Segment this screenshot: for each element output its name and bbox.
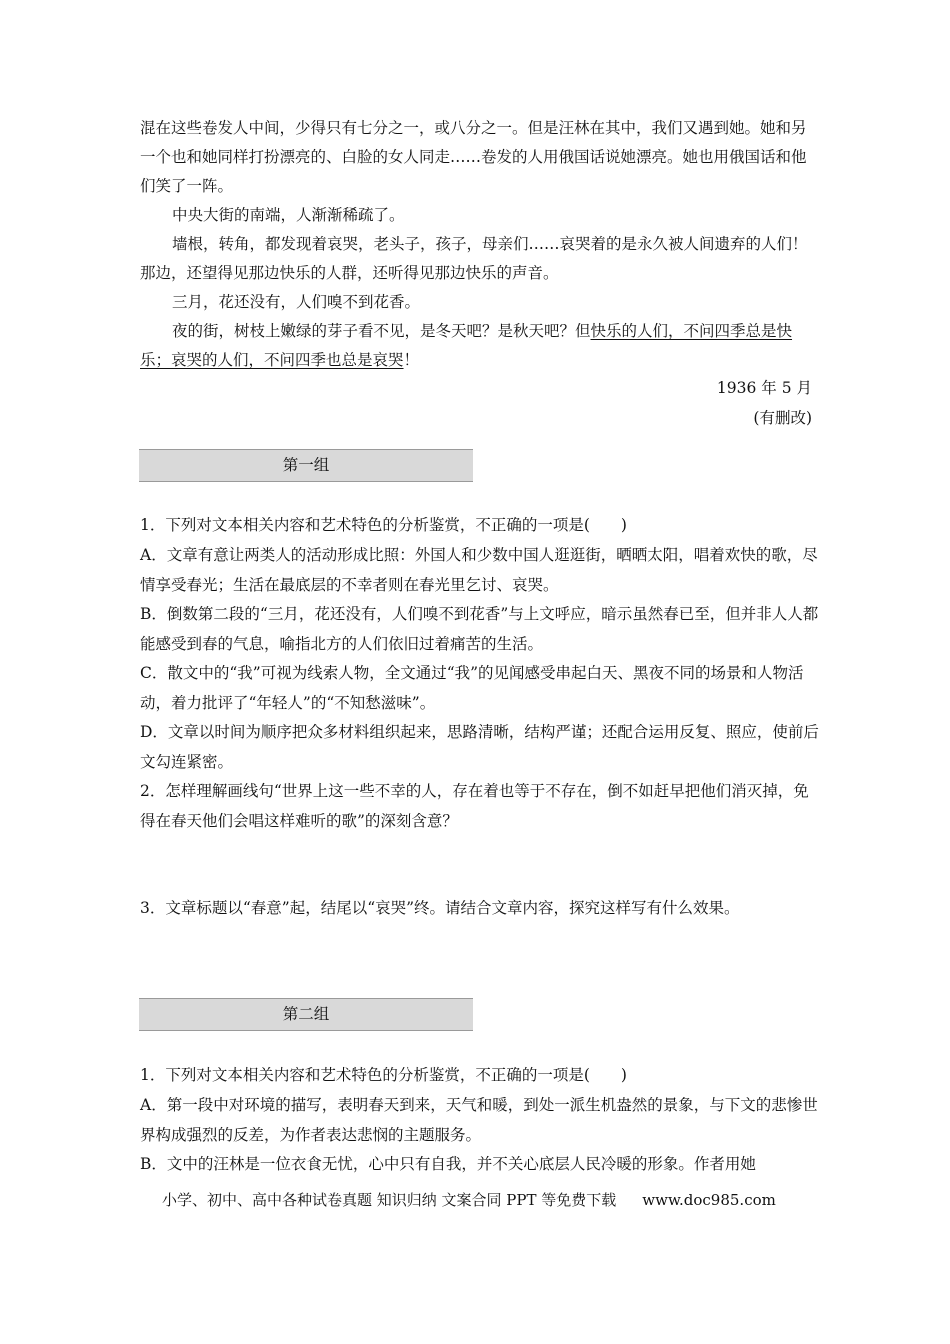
g2-option-b: B．文中的汪林是一位衣食无忧，心中只有自我，并不关心底层人民冷暖的形象。作者用她 <box>140 1155 756 1173</box>
g1-question-2: 2．怎样理解画线句“世界上这一些不幸的人，存在着也等于不存在，倒不如赶早把他们消灭掉，免得在春天他们会唱这样难听的歌”的深刻含意？ <box>140 782 809 830</box>
g1-question-1: 1．下列对文本相关内容和艺术特色的分析鉴赏，不正确的一项是( ) <box>140 516 627 534</box>
g2-question-1: 1．下列对文本相关内容和艺术特色的分析鉴赏，不正确的一项是( ) <box>140 1066 627 1084</box>
footer <box>162 1189 776 1210</box>
g1-option-a: A．文章有意让两类人的活动形成比照：外国人和少数中国人逛逛街，晒晒太阳，唱着欢快的歌，尽情享受春光；生活在最底层的不幸者则在春光里乞讨、哀哭。 <box>140 546 818 594</box>
article-note: (有删改) <box>753 409 812 427</box>
footer-site-link[interactable]: www.doc985.com <box>642 1191 776 1209</box>
paragraph-5-end: ！ <box>403 351 420 369</box>
group-1-heading: 第一组 <box>139 449 473 482</box>
paragraph-5-text: 夜的街，树枝上嫩绿的芽子看不见，是冬天吧？是秋天吧？但 <box>172 322 591 340</box>
article-paragraph-2: 中央大街的南端，人渐渐稀疏了。 <box>172 206 405 224</box>
g1-option-d: D．文章以时间为顺序把众多材料组织起来，思路清晰，结构严谨；还配合运用反复、照应，使前后文勾连紧密。 <box>140 723 819 771</box>
g1-question-3: 3．文章标题以“春意”起，结尾以“哀哭”终。请结合文章内容，探究这样写有什么效果。 <box>140 899 740 917</box>
g2-option-a: A．第一段中对环境的描写，表明春天到来，天气和暖，到处一派生机盎然的景象，与下文的悲惨世界构成强烈的反差，为作者表达悲悯的主题服务。 <box>140 1096 818 1144</box>
footer-text: 小学、初中、高中各种试卷真题 知识归纳 文案合同 PPT 等免费下载 <box>162 1191 617 1209</box>
g1-option-c: C．散文中的“我”可视为线索人物，全文通过“我”的见闻感受串起白天、黑夜不同的场景和人物活动，着力批评了“年轻人”的“不知愁滋味”。 <box>140 664 804 712</box>
group-2-heading: 第二组 <box>139 998 473 1031</box>
underlined-sentence: 快乐的人们，不问四季总是快乐；哀哭的人们，不问四季也总是哀哭 <box>140 322 793 369</box>
article-paragraph-3: 墙根，转角，都发现着哀哭，老头子，孩子，母亲们……哀哭着的是永久被人间遗弃的人们！那边，还望得见那边快乐的人群，还听得见那边快乐的声音。 <box>140 235 808 282</box>
article-paragraph-4: 三月，花还没有，人们嗅不到花香。 <box>172 293 421 311</box>
article-date: 1936 年 5 月 <box>716 379 812 397</box>
g1-option-b: B．倒数第二段的“三月，花还没有，人们嗅不到花香”与上文呼应，暗示虽然春已至，但并非人人都能感受到春的气息，喻指北方的人们依旧过着痛苦的生活。 <box>140 605 819 653</box>
article-paragraph-5 <box>140 317 812 375</box>
article-paragraph-1: 混在这些卷发人中间，少得只有七分之一，或八分之一。但是汪林在其中，我们又遇到她。她和另一个也和她同样打扮漂亮的、白脸的女人同走……卷发的人用俄国话说她漂亮。她也用俄国话和他们笑了一阵。 <box>140 119 807 195</box>
